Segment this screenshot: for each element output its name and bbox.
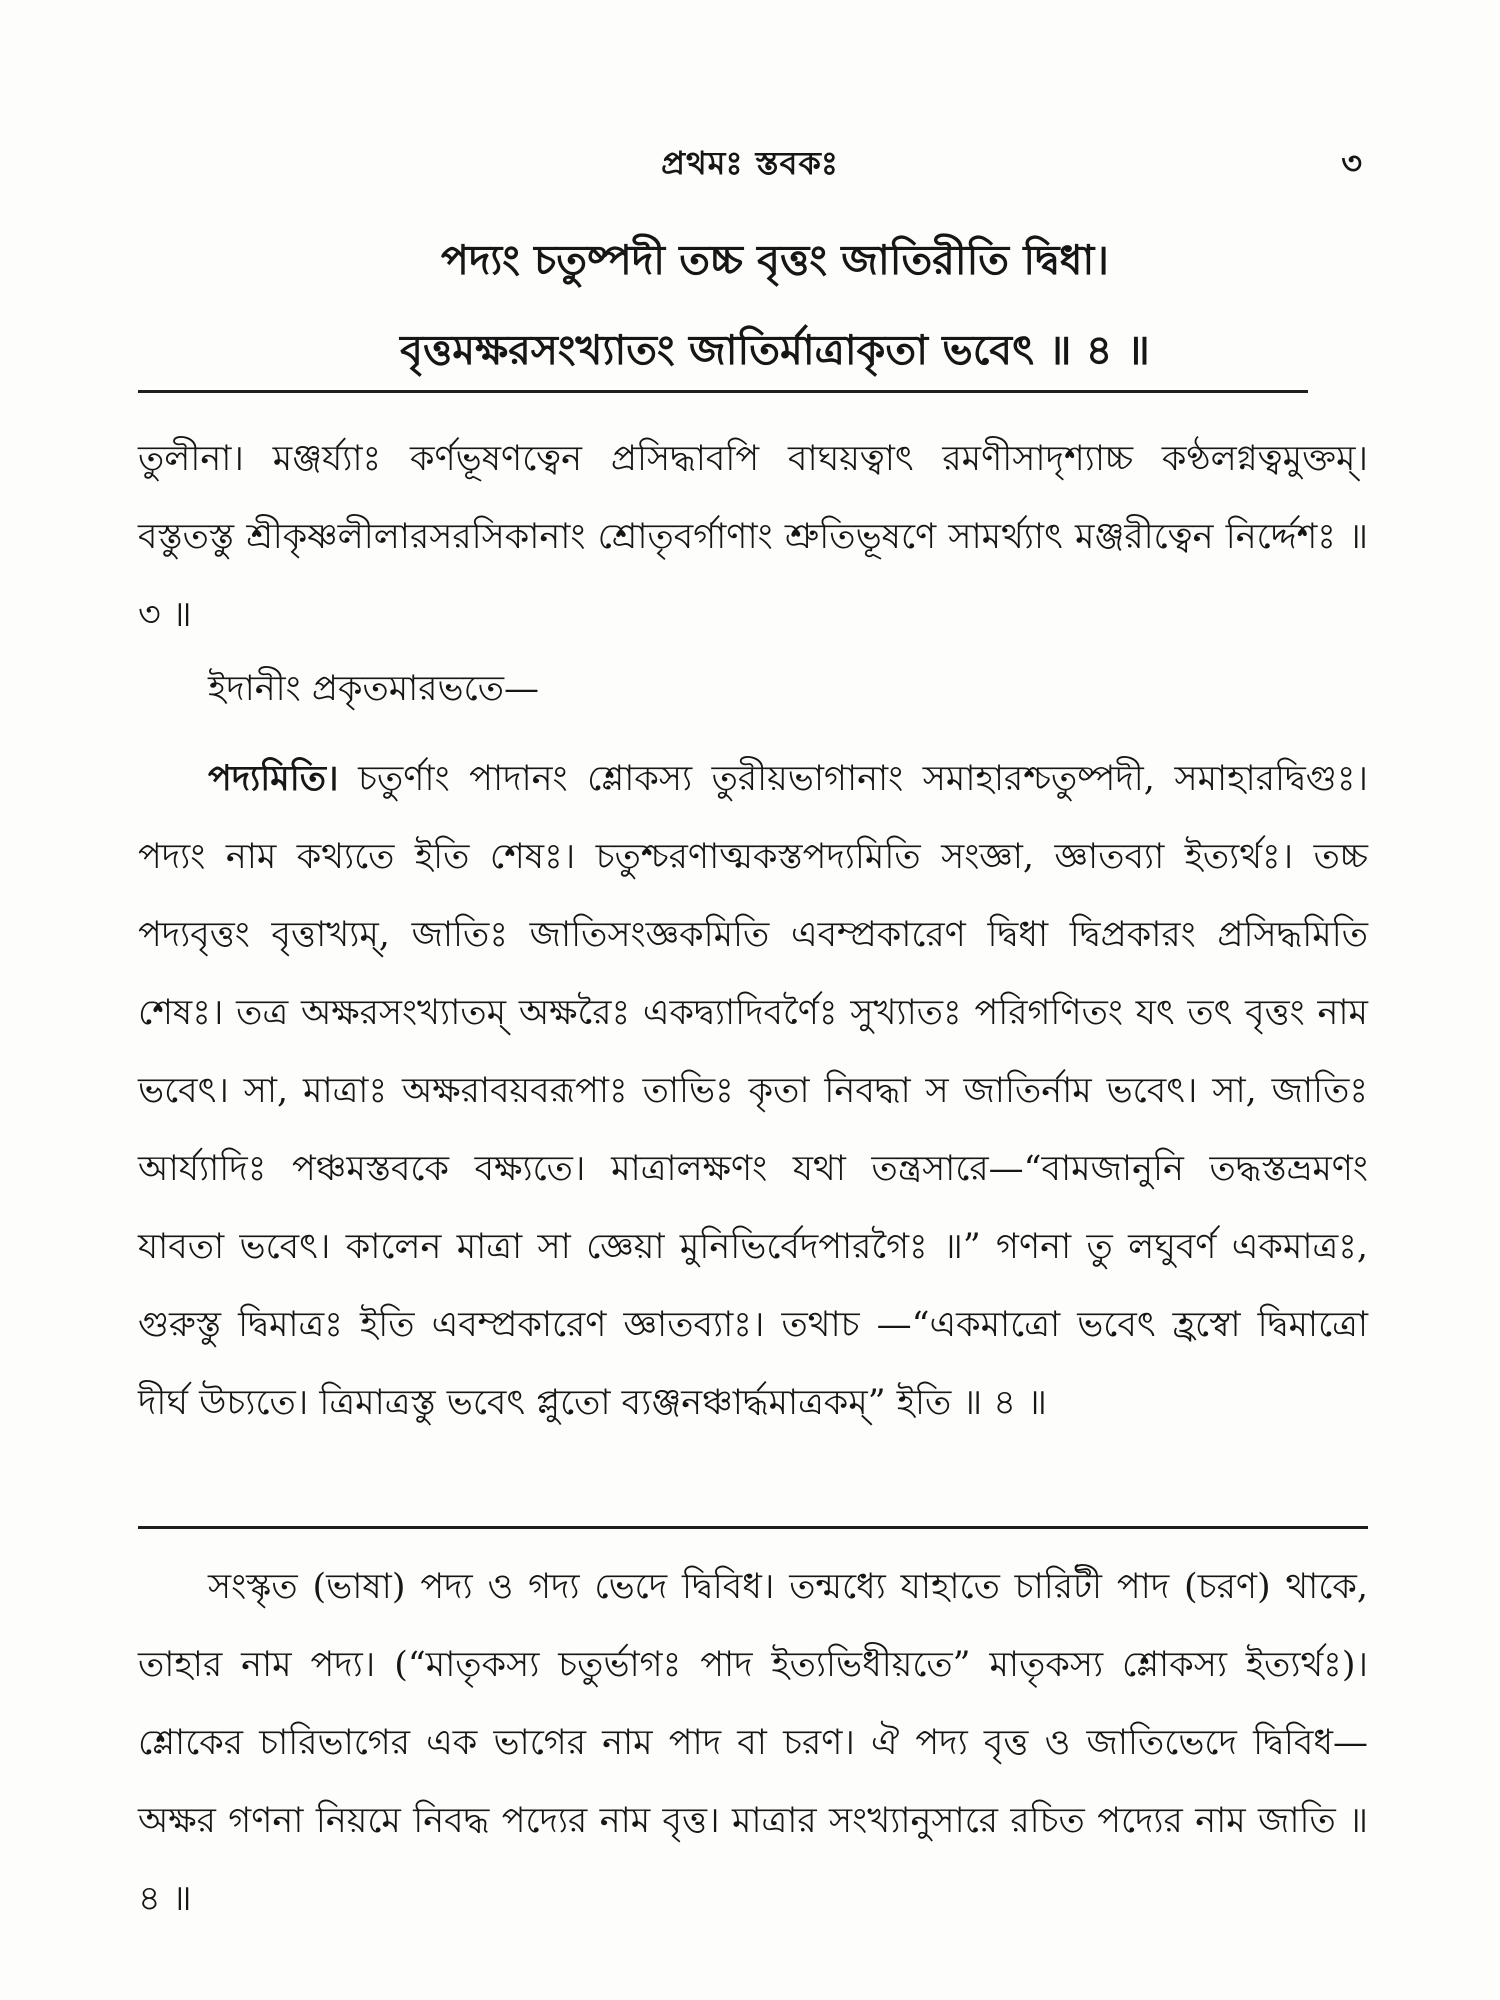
bengali-note-text: সংস্কৃত (ভাষা) পদ্য ও গদ্য ভেদে দ্বিবিধ। তন্মধ্যে যাহাতে চারিটী পাদ (চরণ) থাকে, তাহার নাম পদ্য। (“মাতৃকস্য চতুর্ভাগঃ পাদ ইত্যভিধীয়তে” মাতৃকস্য শ্লোকস্য ইত্যর্থঃ)। শ্লোকের চারিভাগের এক ভাগের নাম পাদ বা চরণ। ঐ পদ্য বৃত্ত ও জাতিভেদে দ্বিবিধ—অক্ষর গণনা নিয়মে নিবদ্ধ পদ্যের নাম বৃত্ত। মাত্রার সংখ্যানুসারে রচিত পদ্যের নাম জাতি ॥ ৪ ॥ xyxy=(138,1567,1368,1919)
bengali-note xyxy=(138,1548,1368,1938)
running-head: প্রথমঃ স্তবকঃ xyxy=(661,144,839,182)
page-header xyxy=(0,138,1500,188)
commentary-lead-word: পদ্যমিতি। xyxy=(208,758,339,799)
page-number: ৩ xyxy=(1341,144,1362,182)
verse-block xyxy=(200,215,1350,395)
intro-text: ইদানীং প্রকৃতমারভতে— xyxy=(208,669,539,709)
commentary-main-paragraph xyxy=(138,740,1368,1442)
commentary-main xyxy=(138,740,1368,1442)
top-divider xyxy=(138,390,1308,393)
commentary-main-text: চতুর্ণাং পাদানং শ্লোকস্য তুরীয়ভাগানাং সমাহারশ্চতুষ্পদী, সমাহারদ্বিগুঃ। পদ্যং নাম কথ্যতে ইতি শেষঃ। চতুশ্চরণাত্মকস্তপদ্যমিতি সংজ্ঞা, জ্ঞাতব্যা ইত্যর্থঃ। তচ্চ পদ্যবৃত্তং বৃত্তাখ্যম্, জাতিঃ জাতিসংজ্ঞকমিতি এবম্প্রকারেণ দ্বিধা দ্বিপ্রকারং প্রসিদ্ধমিতি শেষঃ। তত্র অক্ষরসংখ্যাতম্ অক্ষরৈঃ একদ্ব্যাদিবর্ণৈঃ সুখ্যাতঃ পরিগণিতং যৎ তৎ বৃত্তং নাম ভবেৎ। সা, মাত্রাঃ অক্ষরাবয়বরূপাঃ তাভিঃ কৃতা নিবদ্ধা স জাতির্নাম ভবেৎ। সা, জাতিঃ আর্য্যাদিঃ পঞ্চমস্তবকে বক্ষ্যতে। মাত্রালক্ষণং যথা তন্ত্রসারে—“বামজানুনি তদ্ধস্তভ্রমণং যাবতা ভবেৎ। কালেন মাত্রা সা জ্ঞেয়া মুনিভির্বেদপারগৈঃ ॥” গণনা তু লঘুবর্ণ একমাত্রঃ, গুরুস্তু দ্বিমাত্রঃ ইতি এবম্প্রকারেণ জ্ঞাতব্যাঃ। তথাচ —“একমাত্রো ভবেৎ হ্রস্বো দ্বিমাত্রো দীর্ঘ উচ্যতে। ত্রিমাত্রস্তু ভবেৎ প্লুতো ব্যঞ্জনঞ্চার্দ্ধমাত্রকম্” ইতি ॥ ৪ ॥ xyxy=(138,759,1368,1423)
commentary-continued xyxy=(138,420,1368,654)
bottom-divider xyxy=(138,1526,1368,1529)
verse-line-2: বৃত্তমক্ষরসংখ্যাতং জাতির্মাত্রাকৃতা ভবেৎ ॥ ৪ ॥ xyxy=(400,326,1150,374)
verse-line-1: পদ্যং চতুষ্পদী তচ্চ বৃত্তং জাতিরীতি দ্বিধা। xyxy=(441,236,1109,284)
intro-block xyxy=(138,650,1368,728)
commentary-continued-text: তুলীনা। মঞ্জর্য্যাঃ কর্ণভূষণত্বেন প্রসিদ্ধাবপি বাঘয়ত্বাৎ রমণীসাদৃশ্যাচ্চ কণ্ঠলগ্নত্বমুক্তম্। বস্তুতস্তু শ্রীকৃষ্ণলীলারসরসিকানাং শ্রোতৃবর্গাণাং শ্রুতিভূষণে সামর্থ্যাৎ মঞ্জরীত্বেন নির্দ্দেশঃ ॥ ৩ ॥ xyxy=(138,439,1368,635)
